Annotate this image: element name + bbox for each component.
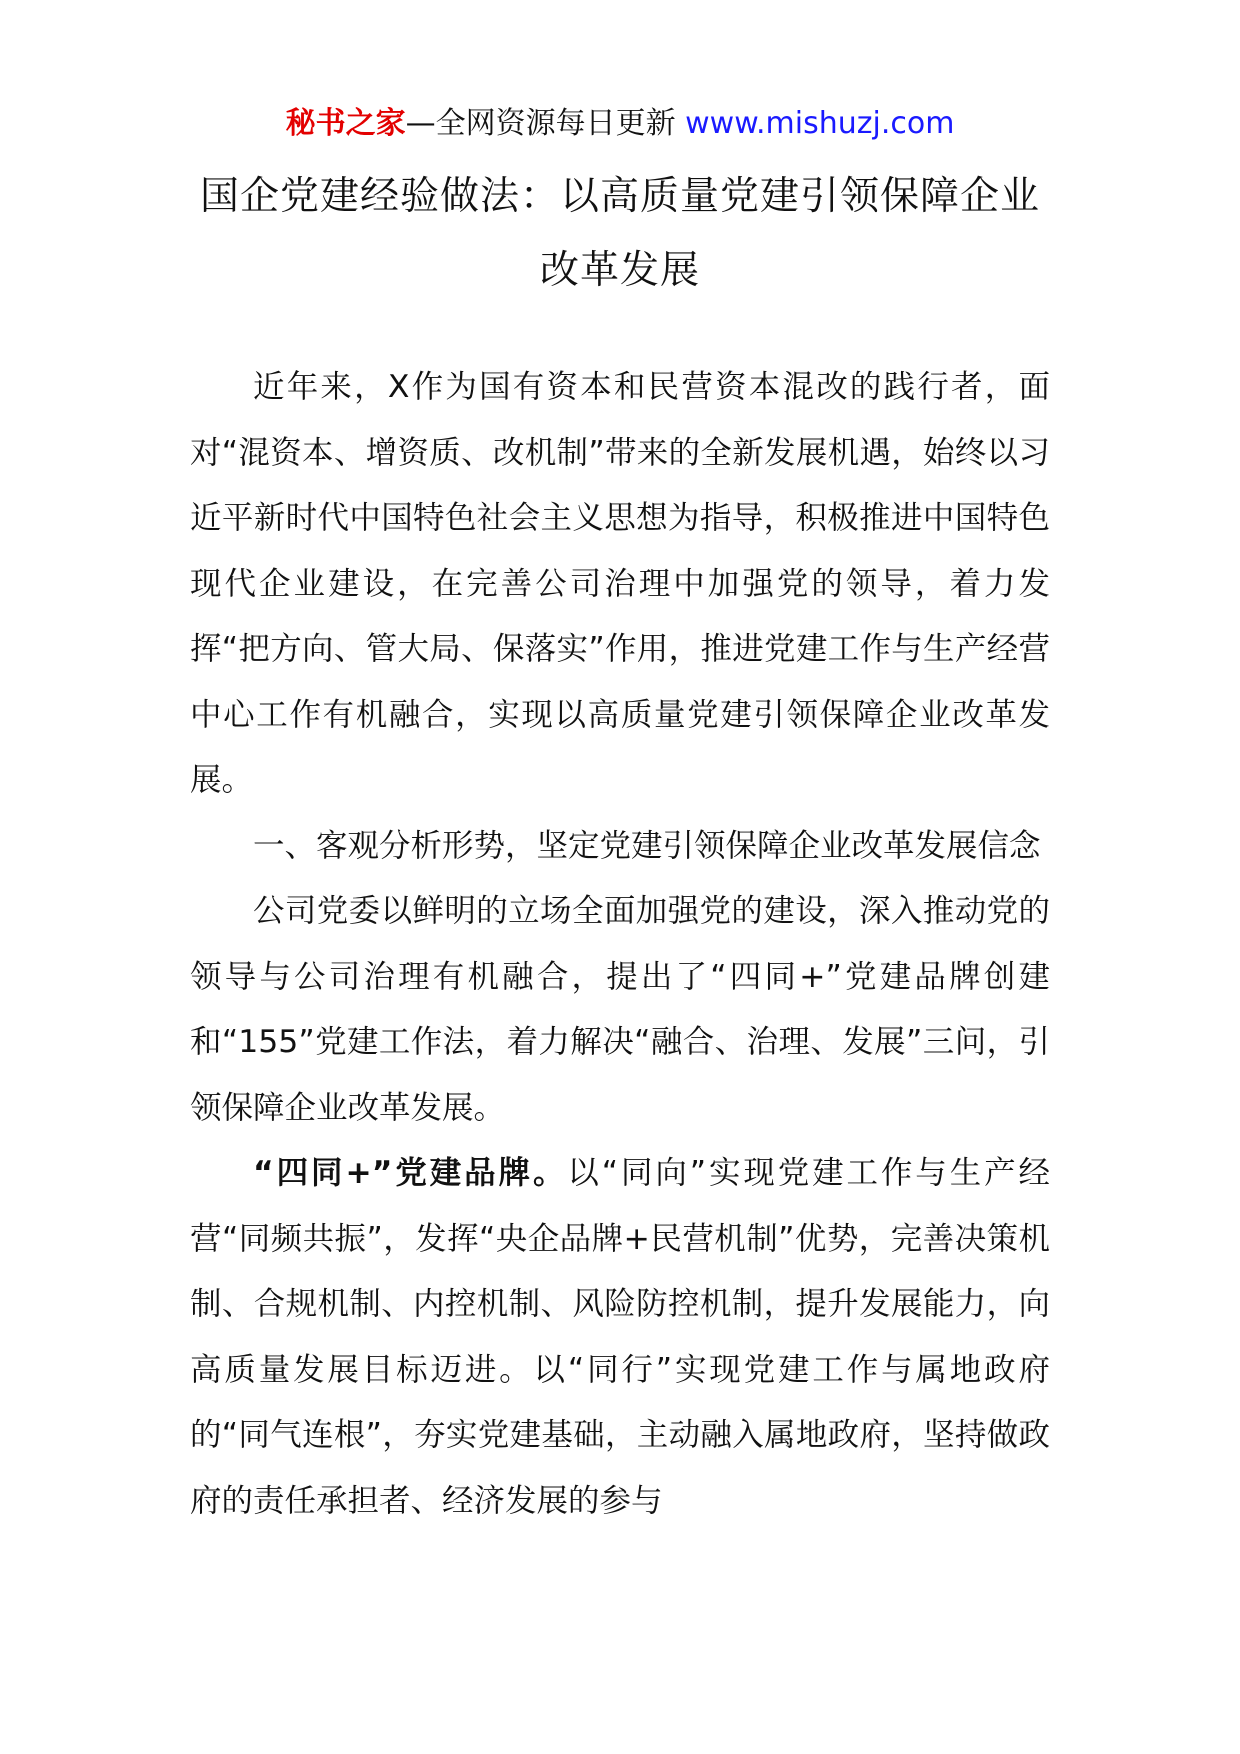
document-title: 国企党建经验做法：以高质量党建引领保障企业改革发展 [199,174,1040,293]
section-heading: 一、客观分析形势，坚定党建引领保障企业改革发展信念 [253,827,1041,864]
paragraph-lead-bold: “四同+”党建品牌。 [253,1155,568,1191]
brand-name: 秘书之家 [285,106,406,141]
header-slogan: —全网资源每日更新 [405,106,686,141]
document-body [190,355,1050,1534]
paragraph: 公司党委以鲜明的立场全面加强党的建设，深入推动党的领导与公司治理有机融合，提出了“四同+”党建品牌创建和“155”党建工作法，着力解决“融合、治理、发展”三问，引领保障企业改革发展。 [190,893,1050,1126]
site-header [0,100,1240,148]
intro-paragraph: 近年来，X作为国有资本和民营资本混改的践行者，面对“混资本、增资质、改机制”带来的全新发展机遇，始终以习近平新时代中国特色社会主义思想为指导，积极推进中国特色现代企业建设，在完善公司治理中加强党的领导，着力发挥“把方向、管大局、保落实”作用，推进党建工作与生产经营中心工作有机融合，实现以高质量党建引领保障企业改革发展。 [190,369,1050,798]
site-url-link[interactable]: www.mishuzj.com [685,106,955,141]
paragraph-text: 以“同向”实现党建工作与生产经营“同频共振”，发挥“央企品牌+民营机制”优势，完善决策机制、合规机制、内控机制、风险防控机制，提升发展能力，向高质量发展目标迈进。以“同行”实现党建工作与属地政府的“同气连根”，夯实党建基础，主动融入属地政府，坚持做政府的责任承担者、经济发展的参与 [190,1155,1050,1519]
paragraph-brand-building [190,1141,1050,1534]
